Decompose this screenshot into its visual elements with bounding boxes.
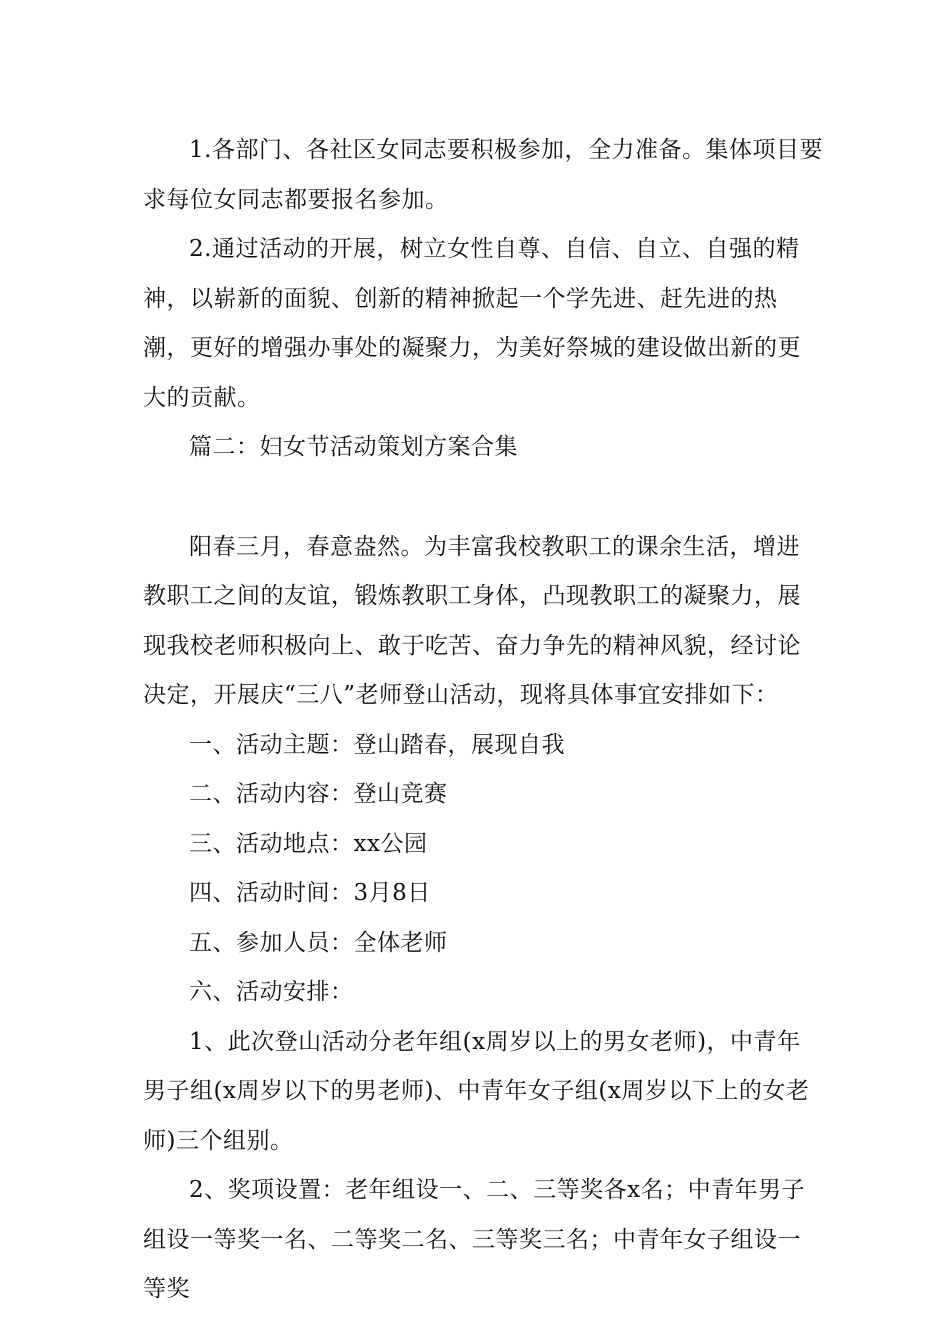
blank-line	[143, 473, 823, 523]
item-arrangement-heading: 六、活动安排：	[189, 979, 354, 1005]
paragraph-requirement-2: 2.通过活动的开展，树立女性自尊、自信、自立、自强的精神，以崭新的面貌、创新的精神掀起一个学先进、赶先进的热潮，更好的增强办事处的凝聚力，为美好祭城的建设做出新的更大的贡献。	[143, 236, 801, 411]
item-location: 三、活动地点：xx公园	[189, 830, 428, 857]
document-body	[143, 126, 823, 1315]
arrangement-awards: 2、奖项设置：老年组设一、二、三等奖各x名；中青年男子组设一等奖一名、二等奖二名、三等奖三名；中青年女子组设一等奖	[143, 1177, 806, 1302]
item-participants: 五、参加人员：全体老师	[189, 929, 448, 956]
section-heading: 篇二：妇女节活动策划方案合集	[189, 434, 518, 460]
arrangement-groups: 1、此次登山活动分老年组(x周岁以上的男女老师)，中青年男子组(x周岁以下的男老师)、中青年女子组(x周岁以下上的女老师)三个组别。	[143, 1028, 810, 1154]
paragraph-requirement-1: 1.各部门、各社区女同志要积极参加，全力准备。集体项目要求每位女同志都要报名参加。	[143, 137, 823, 213]
paragraph-intro: 阳春三月，春意盎然。为丰富我校教职工的课余生活，增进教职工之间的友谊，锻炼教职工身体，凸现教职工的凝聚力，展现我校老师积极向上、敢于吃苦、奋力争先的精神风貌，经讨论决定，开展庆“三八”老师登山活动，现将具体事宜安排如下：	[143, 533, 801, 708]
item-content: 二、活动内容：登山竞赛	[189, 781, 448, 807]
item-time: 四、活动时间：3月8日	[189, 880, 431, 906]
item-theme: 一、活动主题：登山踏春，展现自我	[189, 731, 565, 758]
